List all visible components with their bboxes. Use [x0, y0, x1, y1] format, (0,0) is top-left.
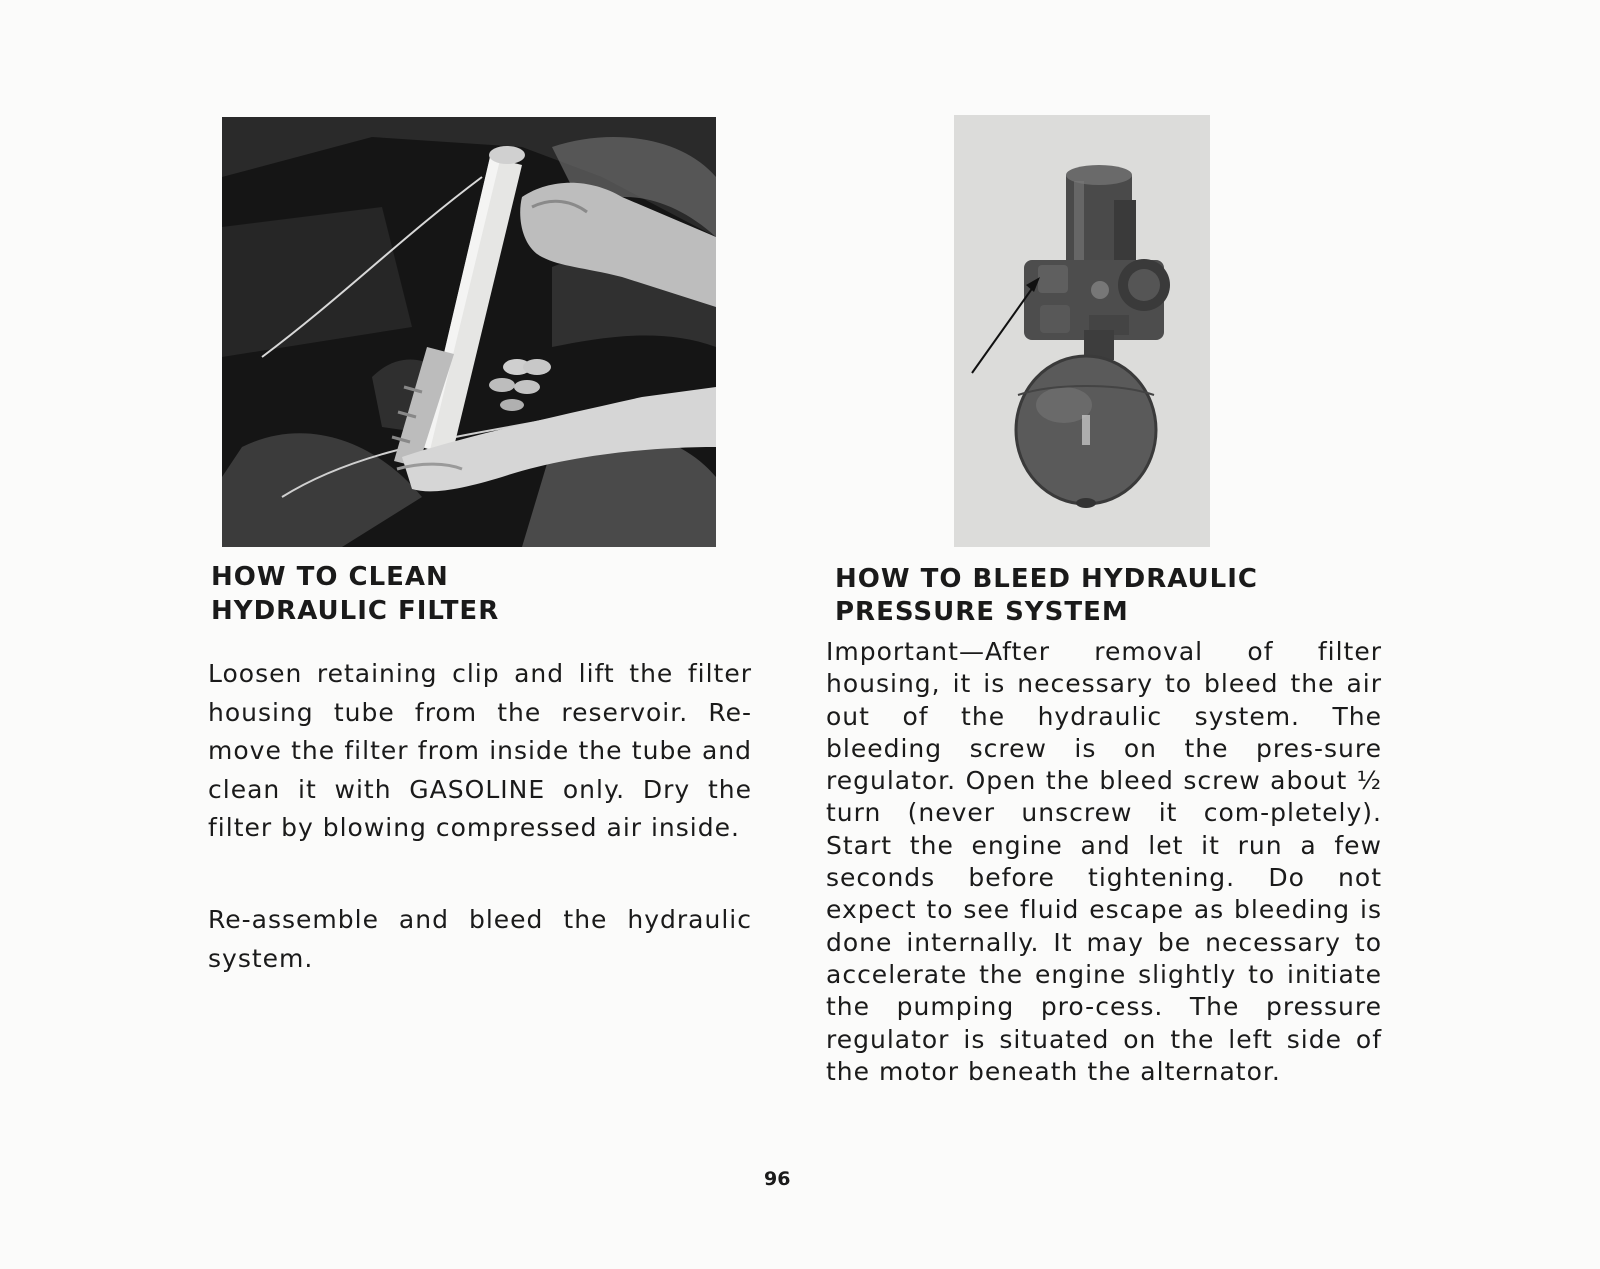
clean-filter-heading-line1: HOW TO CLEAN — [211, 562, 449, 592]
page-number: 96 — [764, 1168, 791, 1190]
clean-filter-instructions: Loosen retaining clip and lift the filter housing tube from the reservoir. Re-move the filter from inside the tube and clean it with GASOLINE only. Dry the filter by blowing compressed air inside. — [208, 659, 752, 843]
filter-housing-photo — [222, 117, 716, 547]
pressure-regulator-photo — [954, 115, 1210, 547]
bleed-system-heading-line1: HOW TO BLEED HYDRAULIC — [835, 564, 1258, 594]
bleed-system-instructions: Important—After removal of filter housing, it is necessary to bleed the air out of the hydraulic system. The bleeding screw is on the pres-sure regulator. Open the bleed screw about ½ turn (never unscrew it com-pletely). Start the engine and let it run a few seconds before tightening. Do not expect to see fluid escape as bleeding is done internally. It may be necessary to accelerate the engine slightly to initiate the pumping pro-cess. The pressure regulator is situated on the left side of the motor beneath the alternator. — [826, 637, 1382, 1086]
bleed-system-heading — [835, 563, 1258, 629]
clean-filter-heading-line2: HYDRAULIC FILTER — [211, 596, 500, 626]
clean-filter-heading — [211, 560, 499, 628]
reassemble-instructions: Re-assemble and bleed the hydraulic system. — [208, 905, 752, 973]
bleed-system-heading-line2: PRESSURE SYSTEM — [835, 597, 1129, 627]
